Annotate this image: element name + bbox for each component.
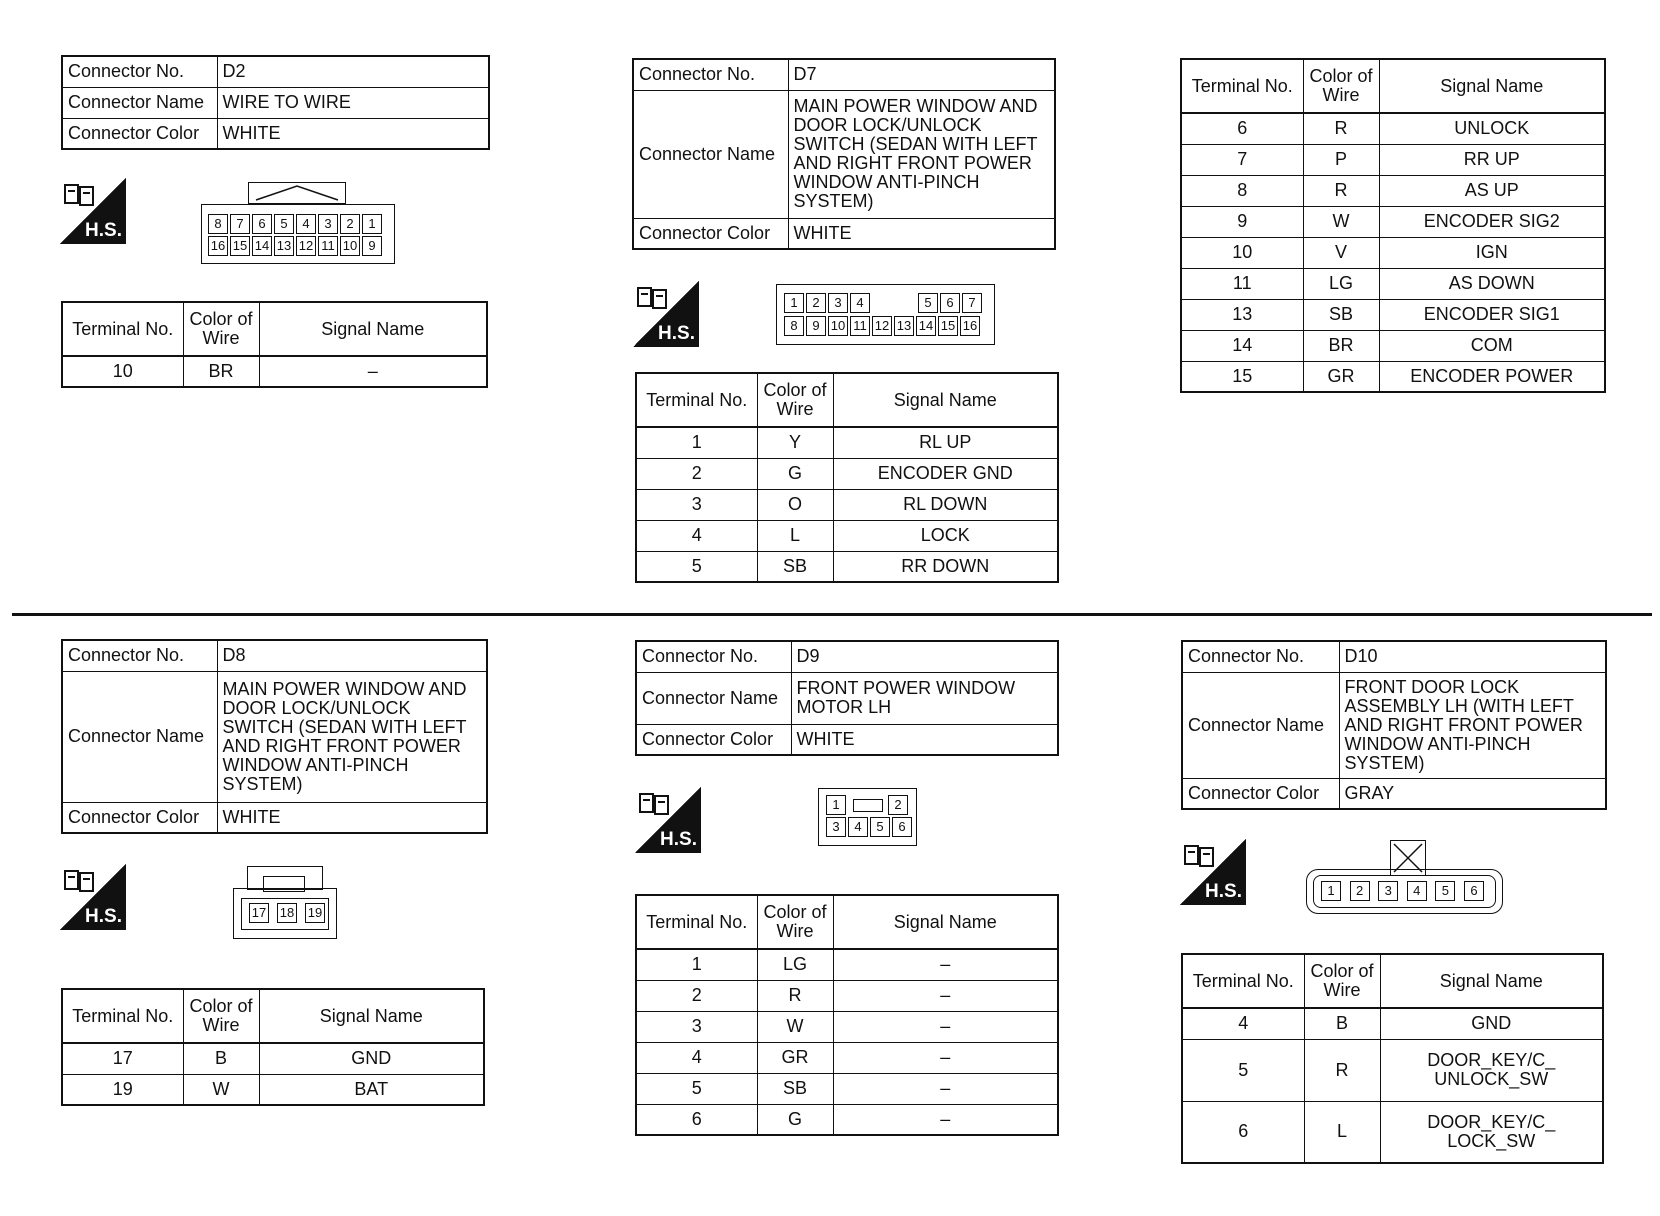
- connector-no-label: Connector No.: [62, 640, 217, 671]
- signal-name-header: Signal Name: [259, 989, 484, 1043]
- d7-connector-name: MAIN POWER WINDOW AND DOOR LOCK/UNLOCK SWITCH (SEDAN WITH LEFT AND RIGHT FRONT POWER WINDOW ANTI-PINCH SYSTEM): [788, 90, 1055, 218]
- table-row: [636, 949, 1058, 980]
- pin-cell: 4: [1407, 881, 1427, 901]
- d8-connector-no: D8: [217, 640, 487, 671]
- d9-connector-info: [635, 640, 1059, 756]
- wire-color-cell: W: [1303, 206, 1379, 237]
- terminal-no-cell: 8: [1181, 175, 1303, 206]
- pin-cell: 17: [249, 903, 269, 923]
- color-of-wire-header: Color of Wire: [1303, 59, 1379, 113]
- terminal-no-header: Terminal No.: [62, 302, 183, 356]
- terminal-no-cell: 10: [1181, 237, 1303, 268]
- wire-color-cell: LG: [757, 949, 833, 980]
- pin-cell: 1: [826, 795, 846, 815]
- connector-name-label: Connector Name: [62, 87, 217, 118]
- table-row: [636, 1042, 1058, 1073]
- d8-connector-name: MAIN POWER WINDOW AND DOOR LOCK/UNLOCK SWITCH (SEDAN WITH LEFT AND RIGHT FRONT POWER WINDOW ANTI-PINCH SYSTEM): [217, 671, 487, 802]
- terminal-no-cell: 5: [1182, 1039, 1304, 1101]
- signal-name-cell: –: [833, 949, 1058, 980]
- terminal-no-cell: 14: [1181, 330, 1303, 361]
- table-row: [636, 551, 1058, 582]
- wire-color-cell: L: [1304, 1101, 1380, 1163]
- pin-cell: 9: [362, 236, 382, 256]
- d9-connector-name: FRONT POWER WINDOW MOTOR LH: [791, 672, 1058, 724]
- d10-terminal-table: [1181, 953, 1604, 1164]
- d9-terminal-table: [635, 894, 1059, 1136]
- pin-cell: 16: [208, 236, 228, 256]
- signal-name-cell: GND: [1380, 1008, 1603, 1039]
- signal-name-cell: –: [833, 1073, 1058, 1104]
- d10-connector-diagram: [1306, 840, 1503, 914]
- pin-cell: 2: [1350, 881, 1370, 901]
- terminal-no-cell: 1: [636, 427, 757, 458]
- table-row: [62, 1074, 484, 1105]
- table-row: [636, 1011, 1058, 1042]
- hs-label: H.S.: [660, 829, 697, 850]
- table-row: [636, 1073, 1058, 1104]
- connector-no-label: Connector No.: [633, 59, 788, 90]
- signal-name-cell: RL UP: [833, 427, 1058, 458]
- terminal-no-cell: 6: [1182, 1101, 1304, 1163]
- connector-symbol-icon: [638, 790, 672, 818]
- pin-cell: 4: [850, 293, 870, 313]
- connector-name-label: Connector Name: [62, 671, 217, 802]
- table-row: [1181, 268, 1605, 299]
- color-of-wire-header: Color of Wire: [183, 989, 259, 1043]
- connector-no-label: Connector No.: [62, 56, 217, 87]
- pin-cell: 1: [1321, 881, 1341, 901]
- pin-cell: 16: [960, 316, 980, 336]
- d7-connector-color: WHITE: [788, 218, 1055, 249]
- table-row: [636, 520, 1058, 551]
- signal-name-cell: AS UP: [1379, 175, 1605, 206]
- wire-color-cell: BR: [183, 356, 259, 387]
- d10-connector-no: D10: [1339, 641, 1606, 672]
- signal-name-cell: DOOR_KEY/C_ UNLOCK_SW: [1380, 1039, 1603, 1101]
- d7-connector-info: [632, 58, 1056, 250]
- d2-connector-no: D2: [217, 56, 489, 87]
- signal-name-cell: DOOR_KEY/C_ LOCK_SW: [1380, 1101, 1603, 1163]
- wire-color-cell: W: [183, 1074, 259, 1105]
- pin-cell: 7: [230, 214, 250, 234]
- connector-name-label: Connector Name: [1182, 672, 1339, 778]
- table-row: [1182, 1008, 1603, 1039]
- terminal-no-cell: 2: [636, 980, 757, 1011]
- signal-name-cell: –: [259, 356, 487, 387]
- table-row: [636, 458, 1058, 489]
- terminal-no-header: Terminal No.: [1182, 954, 1304, 1008]
- table-row: [1181, 237, 1605, 268]
- color-of-wire-header: Color of Wire: [757, 895, 833, 949]
- wire-color-cell: Y: [757, 427, 833, 458]
- d7-terminal-table-continued: [1180, 58, 1606, 393]
- signal-name-cell: GND: [259, 1043, 484, 1074]
- wire-color-cell: V: [1303, 237, 1379, 268]
- terminal-no-cell: 4: [636, 520, 757, 551]
- table-row: [1181, 299, 1605, 330]
- connector-color-label: Connector Color: [1182, 778, 1339, 809]
- pin-cell: 19: [305, 903, 325, 923]
- terminal-no-header: Terminal No.: [636, 895, 757, 949]
- pin-cell: 12: [872, 316, 892, 336]
- terminal-no-cell: 15: [1181, 361, 1303, 392]
- d2-terminal-table: [61, 301, 488, 388]
- terminal-no-cell: 3: [636, 1011, 757, 1042]
- pin-cell: 7: [962, 293, 982, 313]
- table-row: [1181, 144, 1605, 175]
- table-row: [636, 980, 1058, 1011]
- pin-cell: 14: [252, 236, 272, 256]
- terminal-no-cell: 4: [636, 1042, 757, 1073]
- signal-name-header: Signal Name: [833, 373, 1058, 427]
- d10-connector-info: [1181, 640, 1607, 810]
- d2-connector-diagram: [201, 182, 395, 264]
- d10-connector-color: GRAY: [1339, 778, 1606, 809]
- pin-cell: 11: [850, 316, 870, 336]
- d2-connector-info: [61, 55, 490, 150]
- wire-color-cell: LG: [1303, 268, 1379, 299]
- wire-color-cell: B: [183, 1043, 259, 1074]
- signal-name-cell: –: [833, 1104, 1058, 1135]
- pin-cell: 6: [1464, 881, 1484, 901]
- harness-side-icon: [633, 281, 699, 347]
- terminal-no-cell: 5: [636, 1073, 757, 1104]
- hs-label: H.S.: [85, 220, 122, 241]
- connector-color-label: Connector Color: [636, 724, 791, 755]
- signal-name-cell: ENCODER SIG1: [1379, 299, 1605, 330]
- signal-name-cell: –: [833, 980, 1058, 1011]
- d2-connector-name: WIRE TO WIRE: [217, 87, 489, 118]
- pin-cell: 4: [848, 817, 868, 837]
- pin-cell: 13: [274, 236, 294, 256]
- d7-connector-diagram: [776, 284, 995, 345]
- table-row: [636, 489, 1058, 520]
- pin-cell: 13: [894, 316, 914, 336]
- connector-symbol-icon: [63, 181, 97, 209]
- pin-cell: 15: [230, 236, 250, 256]
- d7-terminal-table: [635, 372, 1059, 583]
- pin-cell: 10: [828, 316, 848, 336]
- signal-name-cell: COM: [1379, 330, 1605, 361]
- terminal-no-cell: 6: [1181, 113, 1303, 144]
- pin-cell: 8: [208, 214, 228, 234]
- harness-side-icon: [60, 178, 126, 244]
- pin-cell: 3: [318, 214, 338, 234]
- wire-color-cell: R: [1304, 1039, 1380, 1101]
- d10-connector-name: FRONT DOOR LOCK ASSEMBLY LH (WITH LEFT AND RIGHT FRONT POWER WINDOW ANTI-PINCH SYSTEM): [1339, 672, 1606, 778]
- wire-color-cell: G: [757, 458, 833, 489]
- signal-name-header: Signal Name: [1379, 59, 1605, 113]
- color-of-wire-header: Color of Wire: [183, 302, 259, 356]
- color-of-wire-header: Color of Wire: [1304, 954, 1380, 1008]
- connector-color-label: Connector Color: [62, 802, 217, 833]
- wire-color-cell: P: [1303, 144, 1379, 175]
- terminal-no-header: Terminal No.: [636, 373, 757, 427]
- wire-color-cell: R: [1303, 113, 1379, 144]
- signal-name-header: Signal Name: [833, 895, 1058, 949]
- signal-name-cell: LOCK: [833, 520, 1058, 551]
- terminal-no-cell: 7: [1181, 144, 1303, 175]
- wire-color-cell: SB: [757, 551, 833, 582]
- signal-name-cell: BAT: [259, 1074, 484, 1105]
- terminal-no-cell: 2: [636, 458, 757, 489]
- pin-cell: 11: [318, 236, 338, 256]
- pin-cell: 3: [1378, 881, 1398, 901]
- pin-cell: 6: [892, 817, 912, 837]
- terminal-no-cell: 9: [1181, 206, 1303, 237]
- latch-chevron-icon: [248, 182, 346, 204]
- hs-label: H.S.: [658, 323, 695, 344]
- harness-side-icon: [635, 787, 701, 853]
- hs-label: H.S.: [85, 906, 122, 927]
- pin-cell: 2: [888, 795, 908, 815]
- harness-side-icon: [60, 864, 126, 930]
- wire-color-cell: R: [757, 980, 833, 1011]
- section-divider: [12, 613, 1652, 616]
- table-row: [1181, 206, 1605, 237]
- signal-name-header: Signal Name: [1380, 954, 1603, 1008]
- d9-connector-diagram: [818, 788, 917, 846]
- signal-name-cell: RR DOWN: [833, 551, 1058, 582]
- pin-cell: 18: [277, 903, 297, 923]
- d7-connector-no: D7: [788, 59, 1055, 90]
- terminal-no-header: Terminal No.: [62, 989, 183, 1043]
- wire-color-cell: O: [757, 489, 833, 520]
- signal-name-cell: RL DOWN: [833, 489, 1058, 520]
- connector-no-label: Connector No.: [636, 641, 791, 672]
- harness-side-icon: [1180, 839, 1246, 905]
- signal-name-header: Signal Name: [259, 302, 487, 356]
- pin-cell: 1: [784, 293, 804, 313]
- table-row: [1181, 175, 1605, 206]
- connector-name-label: Connector Name: [636, 672, 791, 724]
- wire-color-cell: GR: [757, 1042, 833, 1073]
- signal-name-cell: –: [833, 1042, 1058, 1073]
- pin-cell: 5: [918, 293, 938, 313]
- connector-symbol-icon: [63, 867, 97, 895]
- pin-cell: 3: [826, 817, 846, 837]
- connector-color-label: Connector Color: [633, 218, 788, 249]
- table-row: [636, 427, 1058, 458]
- terminal-no-cell: 1: [636, 949, 757, 980]
- wire-color-cell: SB: [1303, 299, 1379, 330]
- pin-cell: 5: [1435, 881, 1455, 901]
- terminal-no-cell: 13: [1181, 299, 1303, 330]
- pin-cell: 3: [828, 293, 848, 313]
- terminal-no-cell: 3: [636, 489, 757, 520]
- pin-cell: 10: [340, 236, 360, 256]
- pin-cell: 9: [806, 316, 826, 336]
- terminal-no-cell: 19: [62, 1074, 183, 1105]
- wire-color-cell: SB: [757, 1073, 833, 1104]
- pin-cell: 5: [870, 817, 890, 837]
- signal-name-cell: RR UP: [1379, 144, 1605, 175]
- signal-name-cell: ENCODER POWER: [1379, 361, 1605, 392]
- hs-label: H.S.: [1205, 881, 1242, 902]
- pin-cell: 15: [938, 316, 958, 336]
- pin-cell: 6: [252, 214, 272, 234]
- d2-connector-color: WHITE: [217, 118, 489, 149]
- terminal-no-cell: 6: [636, 1104, 757, 1135]
- wire-color-cell: G: [757, 1104, 833, 1135]
- table-row: [1182, 1101, 1603, 1163]
- latch-slot: [853, 799, 883, 812]
- connector-color-label: Connector Color: [62, 118, 217, 149]
- table-row: [1181, 330, 1605, 361]
- pin-cell: 2: [806, 293, 826, 313]
- table-row: [1181, 361, 1605, 392]
- d9-connector-color: WHITE: [791, 724, 1058, 755]
- wire-color-cell: R: [1303, 175, 1379, 206]
- d9-connector-no: D9: [791, 641, 1058, 672]
- terminal-no-cell: 10: [62, 356, 183, 387]
- pin-cell: 2: [340, 214, 360, 234]
- pin-cell: 5: [274, 214, 294, 234]
- connector-symbol-icon: [1183, 842, 1217, 870]
- connector-name-label: Connector Name: [633, 90, 788, 218]
- pin-cell: 4: [296, 214, 316, 234]
- wire-color-cell: BR: [1303, 330, 1379, 361]
- color-of-wire-header: Color of Wire: [757, 373, 833, 427]
- pin-cell: 14: [916, 316, 936, 336]
- wire-color-cell: GR: [1303, 361, 1379, 392]
- signal-name-cell: ENCODER GND: [833, 458, 1058, 489]
- wire-color-cell: B: [1304, 1008, 1380, 1039]
- d8-connector-diagram: [233, 866, 337, 939]
- connector-no-label: Connector No.: [1182, 641, 1339, 672]
- pin-cell: 12: [296, 236, 316, 256]
- terminal-no-cell: 17: [62, 1043, 183, 1074]
- d8-connector-info: [61, 639, 488, 834]
- pin-cell: 6: [940, 293, 960, 313]
- table-row: [62, 1043, 484, 1074]
- wire-color-cell: W: [757, 1011, 833, 1042]
- wire-color-cell: L: [757, 520, 833, 551]
- table-row: [62, 356, 487, 387]
- pin-cell: 8: [784, 316, 804, 336]
- table-row: [1181, 113, 1605, 144]
- terminal-no-cell: 5: [636, 551, 757, 582]
- terminal-no-header: Terminal No.: [1181, 59, 1303, 113]
- signal-name-cell: UNLOCK: [1379, 113, 1605, 144]
- pin-cell: 1: [362, 214, 382, 234]
- signal-name-cell: IGN: [1379, 237, 1605, 268]
- table-row: [636, 1104, 1058, 1135]
- signal-name-cell: –: [833, 1011, 1058, 1042]
- signal-name-cell: AS DOWN: [1379, 268, 1605, 299]
- table-row: [1182, 1039, 1603, 1101]
- signal-name-cell: ENCODER SIG2: [1379, 206, 1605, 237]
- connector-symbol-icon: [636, 284, 670, 312]
- d8-connector-color: WHITE: [217, 802, 487, 833]
- terminal-no-cell: 11: [1181, 268, 1303, 299]
- terminal-no-cell: 4: [1182, 1008, 1304, 1039]
- d8-terminal-table: [61, 988, 485, 1106]
